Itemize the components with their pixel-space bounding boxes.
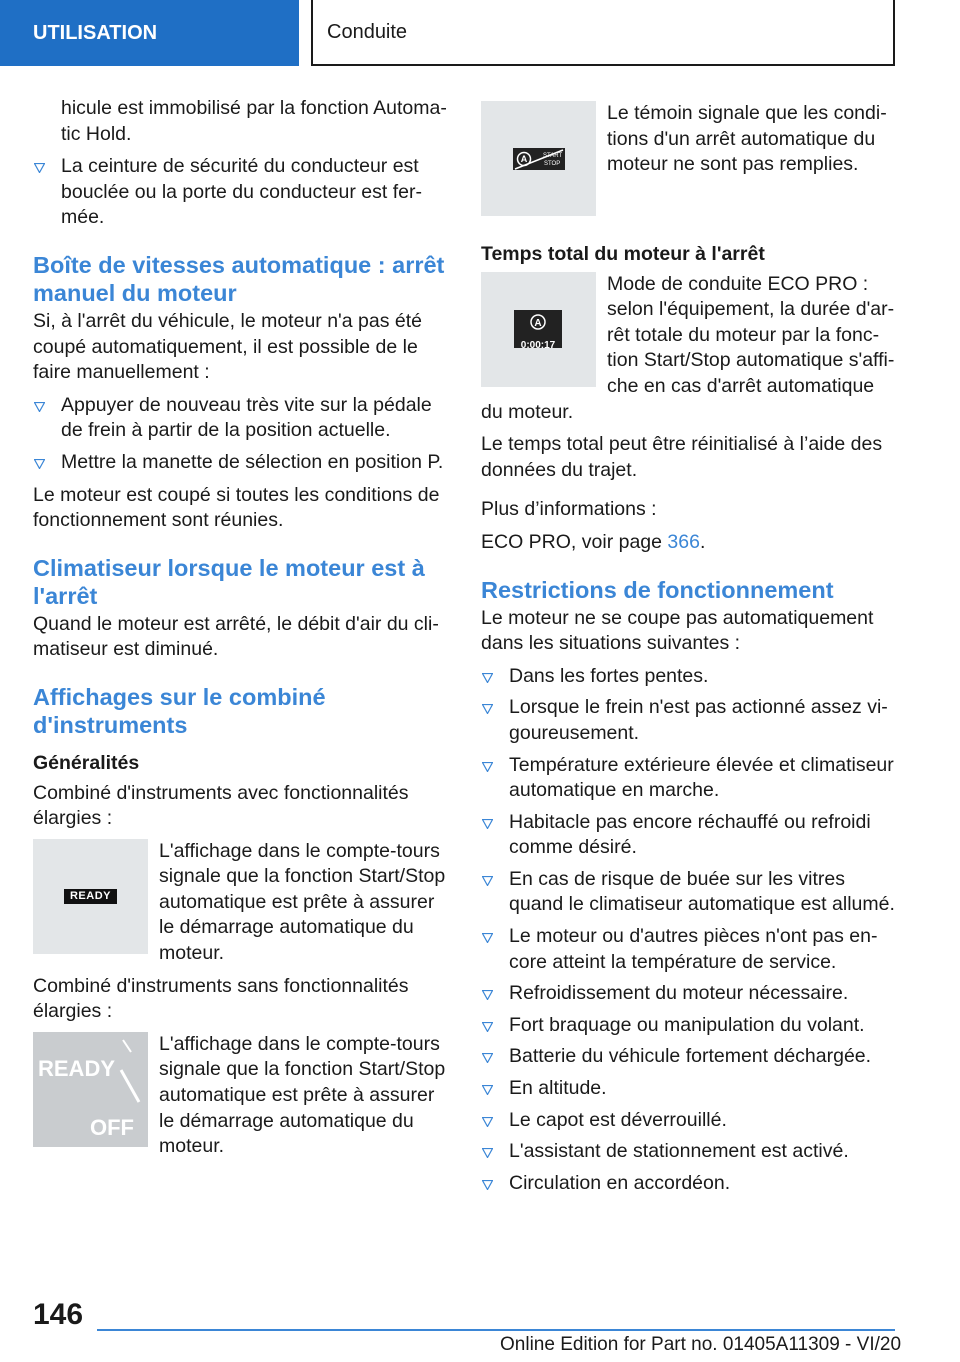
heading-total-time: Temps total du moteur à l'arrêt xyxy=(481,243,765,265)
chapter-title: Conduite xyxy=(327,20,408,43)
heading-manual-stop: Boîte de vitesses automatique : arrêt manuel du moteur xyxy=(33,251,445,306)
gauge-needle-icon xyxy=(33,1032,148,1147)
total-stop-time-image xyxy=(481,272,596,387)
paragraph: Combiné d'instruments avec fonctionnalités élargies : xyxy=(33,781,409,830)
list-item: L'assistant de stationnement est activé. xyxy=(481,1139,899,1165)
start-stop-crossed-icon xyxy=(481,101,596,216)
paragraph: Le temps total peut être réinitialisé à l’aide des données du trajet. xyxy=(481,433,883,481)
triangle-bullet-icon xyxy=(482,876,493,886)
triangle-bullet-icon xyxy=(482,762,493,772)
off-label: OFF xyxy=(90,1114,134,1140)
right-column xyxy=(481,101,899,1203)
paragraph: Si, à l'arrêt du véhicule, le moteur n'a pas été coupé automatiquement, il est possible de le faire manuellement : xyxy=(33,309,422,384)
footer-rule xyxy=(97,1329,895,1331)
chapter-header xyxy=(311,0,895,66)
list-item: Appuyer de nouveau très vite sur la pédale de frein à partir de la position actuelle. xyxy=(33,393,449,444)
ready-label: READY xyxy=(38,1055,116,1081)
svg-text:A: A xyxy=(534,317,542,329)
start-stop-disabled-image xyxy=(481,101,596,216)
figure-block xyxy=(33,1032,449,1160)
paragraph: Le moteur est coupé si toutes les conditions de fonctionnement sont réunies. xyxy=(33,483,440,532)
continued-list xyxy=(33,154,449,231)
edition-text: Online Edition for Part no. 01405A11309 - VI/20 xyxy=(500,1334,902,1355)
triangle-bullet-icon xyxy=(34,402,45,412)
triangle-bullet-icon xyxy=(482,933,493,943)
list-item: Mettre la manette de sélection en position P. xyxy=(33,450,449,476)
cross-reference: ECO PRO, voir page 366. xyxy=(481,530,706,553)
list-item: Dans les fortes pentes. xyxy=(481,664,899,690)
triangle-bullet-icon xyxy=(482,704,493,714)
paragraph: Le moteur ne se coupe pas automatiquement dans les situations suivantes : xyxy=(481,606,874,655)
triangle-bullet-icon xyxy=(482,1053,493,1063)
heading-general: Généralités xyxy=(33,751,140,774)
triangle-bullet-icon xyxy=(482,1117,493,1127)
restrictions-list xyxy=(481,664,899,1197)
auto-start-icon xyxy=(481,272,596,387)
list-item: Habitacle pas encore réchauffé ou refroidi comme désiré. xyxy=(481,810,899,861)
stop-time-readout: 0:00:17 xyxy=(520,339,556,351)
heading-restrictions: Restrictions de fonctionnement xyxy=(481,576,834,603)
figure-caption: Le témoin signale que les conditions d'un arrêt automatique du moteur ne sont pas remplies. xyxy=(607,102,887,176)
list-item: En altitude. xyxy=(481,1076,899,1102)
page-link[interactable]: 366 xyxy=(667,530,700,553)
svg-text:STOP: STOP xyxy=(544,161,561,167)
figure-block xyxy=(33,839,449,967)
list-item: Fort braquage ou manipulation du volant. xyxy=(481,1013,899,1039)
list-item: Lorsque le frein n'est pas actionné assez vigoureusement. xyxy=(481,695,899,746)
ready-indicator-image xyxy=(33,839,148,954)
figure-block xyxy=(481,272,899,426)
list-item: Le moteur ou d'autres pièces n'ont pas encore atteint la température de service. xyxy=(481,924,899,975)
figure-caption: L'affichage dans le compte-tours signale que la fonction Start/Stop automatique est prête à assurer le démarrage automatique du moteur. xyxy=(159,839,446,965)
more-info: Plus d’informations : xyxy=(481,498,657,521)
section-title: UTILISATION xyxy=(33,21,158,44)
list-item: Le capot est déverrouillé. xyxy=(481,1108,899,1134)
paragraph: Combiné d'instruments sans fonctionnalités élargies : xyxy=(33,974,409,1023)
figure-block xyxy=(481,101,899,222)
svg-text:A: A xyxy=(520,154,528,164)
list-item: Refroidissement du moteur nécessaire. xyxy=(481,981,899,1007)
page-number: 146 xyxy=(33,1298,84,1331)
manual-list xyxy=(33,393,449,476)
continued-text: hicule est immobilisé par la fonction Automatic Hold. xyxy=(61,97,447,145)
list-item: En cas de risque de buée sur les vitres quand le climatiseur automatique est allumé. xyxy=(481,867,899,918)
ready-badge: READY xyxy=(64,889,117,904)
list-item: Circulation en accordéon. xyxy=(481,1171,899,1197)
paragraph: Quand le moteur est arrêté, le débit d'air du climatiseur est diminué. xyxy=(33,612,439,661)
triangle-bullet-icon xyxy=(482,1148,493,1158)
heading-climate: Climatiseur lorsque le moteur est à l'arrêt xyxy=(33,554,425,609)
triangle-bullet-icon xyxy=(482,1180,493,1190)
triangle-bullet-icon xyxy=(482,673,493,683)
triangle-bullet-icon xyxy=(482,990,493,1000)
section-tab xyxy=(0,0,299,66)
ready-off-gauge-image xyxy=(33,1032,148,1147)
triangle-bullet-icon xyxy=(34,459,45,469)
list-item: Température extérieure élevée et climatiseur automatique en marche. xyxy=(481,753,899,804)
list-item: La ceinture de sécurité du conducteur est bouclée ou la porte du conducteur est fermée. xyxy=(33,154,449,231)
list-item: Batterie du véhicule fortement déchargée. xyxy=(481,1044,899,1070)
figure-caption: Mode de conduite ECO PRO : selon l'équipement, la durée d'arrêt totale du moteur par la fonction Start/Stop automatique s'affiche en cas d'arrêt automatique du moteur. xyxy=(481,272,895,423)
heading-displays: Affichages sur le combiné d'instruments xyxy=(33,683,326,738)
left-column xyxy=(33,96,449,1167)
triangle-bullet-icon xyxy=(482,1085,493,1095)
triangle-bullet-icon xyxy=(482,819,493,829)
figure-caption: L'affichage dans le compte-tours signale que la fonction Start/Stop automatique est prête à assurer le démarrage automatique du moteur. xyxy=(159,1032,446,1158)
triangle-bullet-icon xyxy=(34,163,45,173)
svg-text:START: START xyxy=(543,153,563,159)
triangle-bullet-icon xyxy=(482,1022,493,1032)
